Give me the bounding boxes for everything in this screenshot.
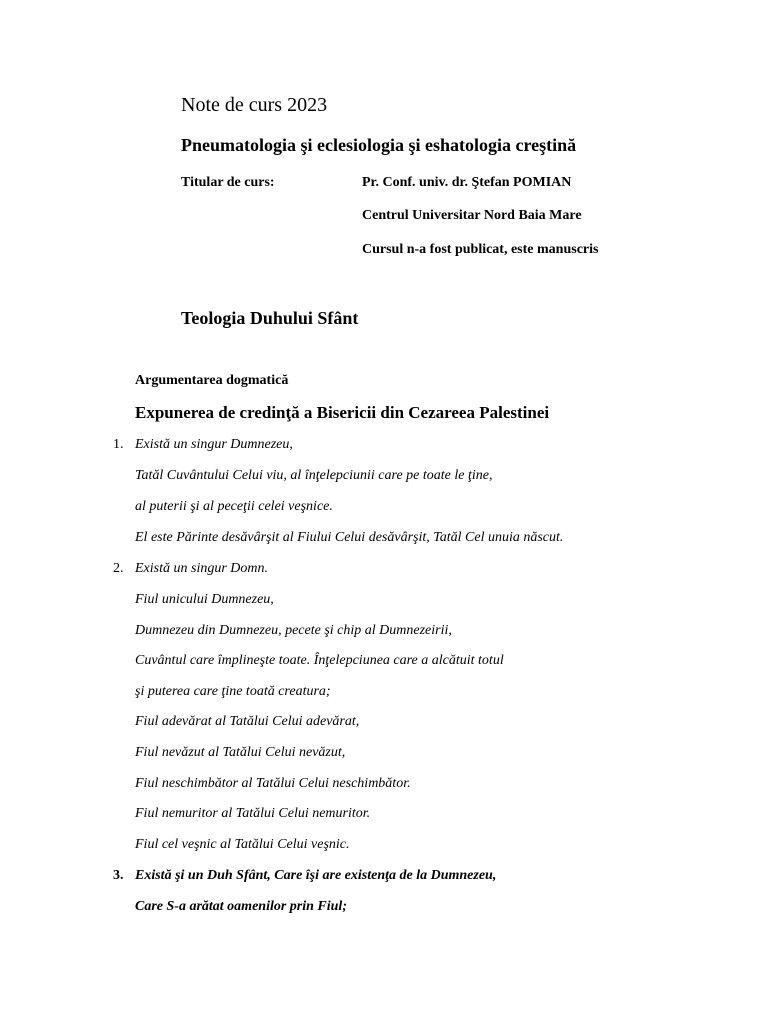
verse-line: Care S-a arătat oamenilor prin Fiul; <box>135 899 347 914</box>
holder-label: Titular de curs: <box>181 175 275 190</box>
verse-line: al puterii şi al peceţii celei veşnice. <box>135 499 333 514</box>
verse-line: Există un singur Dumnezeu, <box>135 437 293 452</box>
verse-line: Fiul adevărat al Tatălui Celui adevărat, <box>135 714 360 729</box>
verse-line: Fiul unicului Dumnezeu, <box>135 592 274 607</box>
confession-title: Expunerea de credinţă a Bisericii din Cezareea Palestinei <box>135 403 550 422</box>
section-subtitle: Argumentarea dogmatică <box>135 373 289 388</box>
verse-line: Fiul nevăzut al Tatălui Celui nevăzut, <box>135 745 346 760</box>
item-number: 3. <box>113 868 124 883</box>
verse-line: Există un singur Domn. <box>135 561 268 576</box>
section-title: Teologia Duhului Sfânt <box>181 308 359 328</box>
verse-line: Există şi un Duh Sfânt, Care îşi are existenţa de la Dumnezeu, <box>135 868 497 883</box>
verse-line: Fiul neschimbător al Tatălui Celui neschimbător. <box>135 776 411 791</box>
publication-note: Cursul n-a fost publicat, este manuscris <box>362 242 599 257</box>
verse-line: Tatăl Cuvântului Celui viu, al înţelepciunii care pe toate le ţine, <box>135 468 493 483</box>
verse-line: Cuvântul care împlineşte toate. Înţelepciunea care a alcătuit totul <box>135 653 504 668</box>
verse-line: Fiul nemuritor al Tatălui Celui nemuritor. <box>135 806 371 821</box>
verse-line: Dumnezeu din Dumnezeu, pecete şi chip al Dumnezeirii, <box>135 623 452 638</box>
verse-line: şi puterea care ţine toată creatura; <box>135 684 331 699</box>
document-title: Note de curs 2023 <box>181 94 328 116</box>
verse-line: El este Părinte desăvârşit al Fiului Celui desăvârşit, Tatăl Cel unuia născut. <box>135 530 564 545</box>
item-number: 1. <box>113 437 124 452</box>
verse-line: Fiul cel veşnic al Tatălui Celui veşnic. <box>135 837 350 852</box>
item-number: 2. <box>113 561 124 576</box>
institution: Centrul Universitar Nord Baia Mare <box>362 208 582 223</box>
holder-name: Pr. Conf. univ. dr. Ştefan POMIAN <box>362 175 572 190</box>
course-title: Pneumatologia şi eclesiologia şi eshatologia creştină <box>181 135 577 155</box>
